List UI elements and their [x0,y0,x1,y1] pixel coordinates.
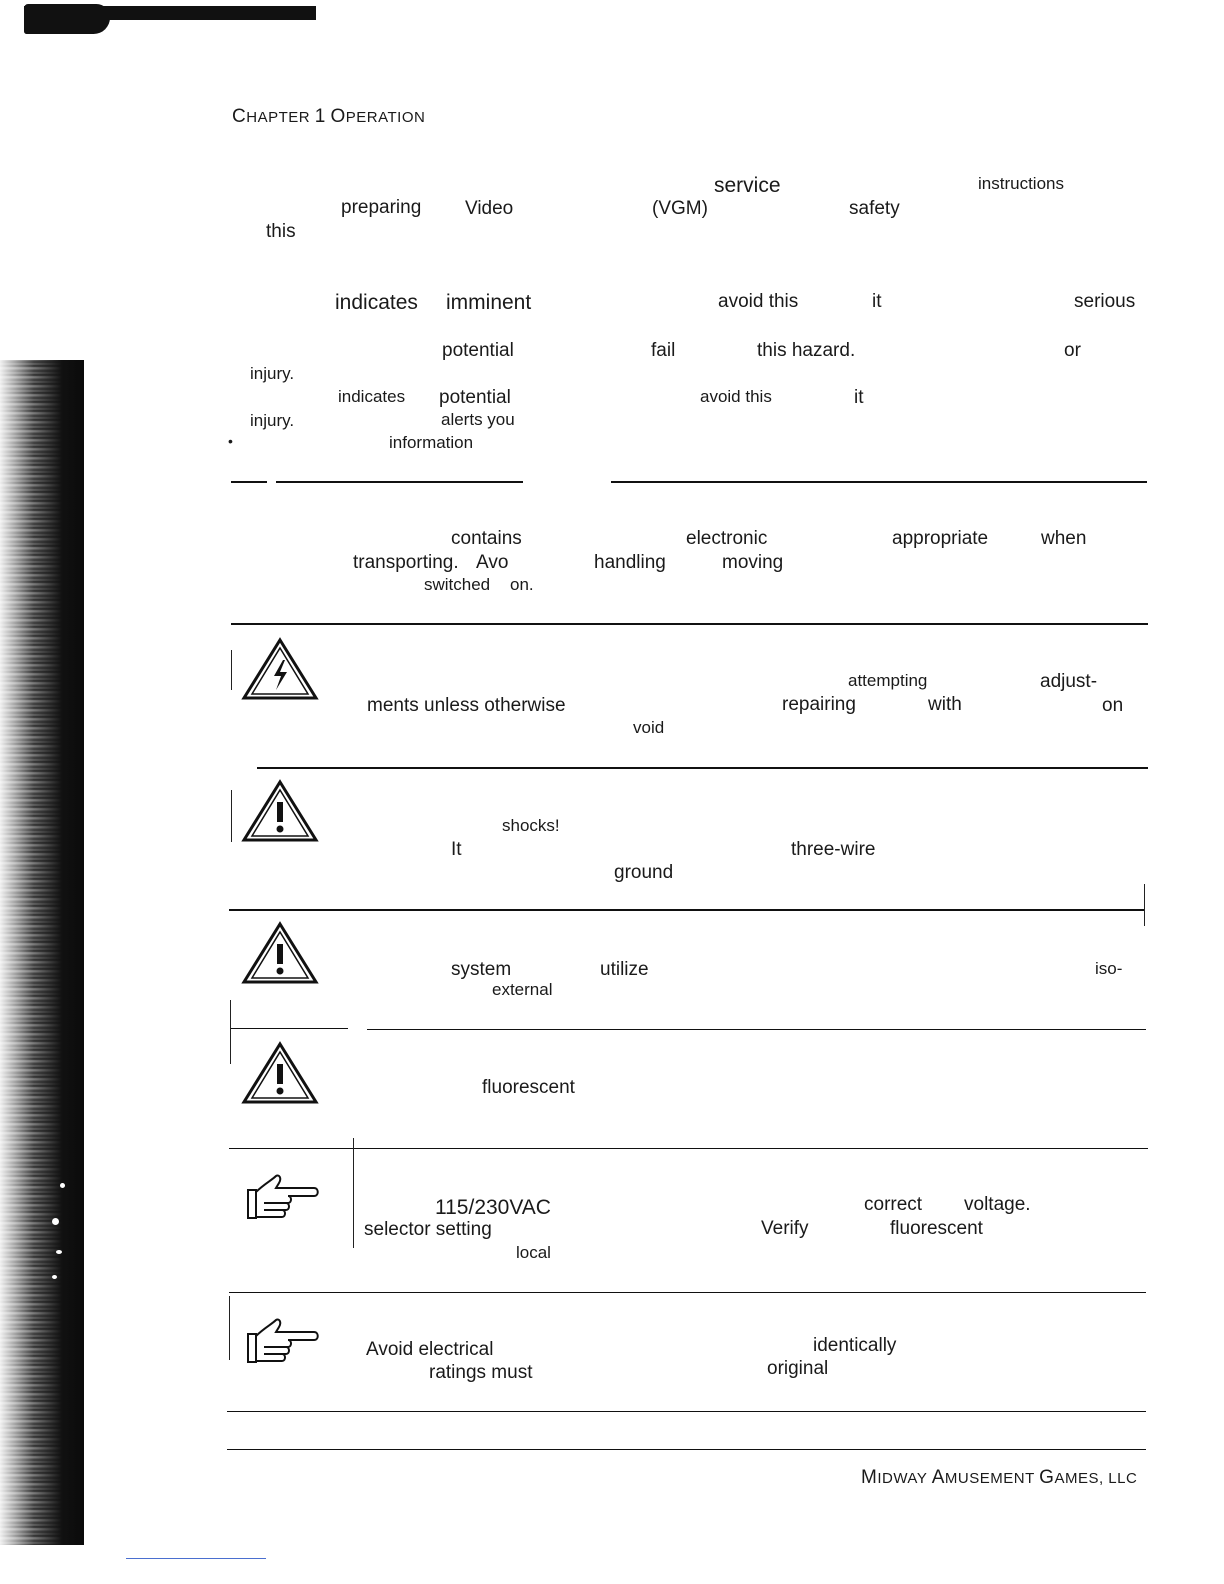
box-rule [231,623,1148,625]
footer-word: AMES, LLC [1054,1470,1138,1487]
note1-word: Verify [761,1218,809,1239]
box3-word: external [492,980,553,999]
intro-word: safety [849,198,900,219]
exclamation-warning-icon [240,1038,320,1110]
electric-shock-warning-icon [240,634,320,706]
esd-word: contains [451,528,522,549]
esd-word: electronic [686,528,768,549]
chapter-title-initial: O [330,106,346,127]
footer-word: MUSEMENT [944,1470,1035,1487]
pointing-hand-icon [242,1164,322,1236]
box2-word: ground [614,862,674,883]
intro-word: (VGM) [652,198,708,219]
esd-word: when [1041,528,1087,549]
chapter-number: 1 [314,106,326,127]
esd-word: moving [722,552,784,573]
warning-word: fail [651,340,676,361]
box-rule [230,1028,348,1029]
note-word: information [389,433,474,452]
warning-word: injury. [250,364,295,383]
footer-initial: M [861,1467,878,1488]
note-bullet: • [228,433,233,449]
box-edge [1144,884,1145,926]
warning-word: potential [442,340,514,361]
note1-word: correct [864,1194,923,1215]
note1-word: local [516,1243,551,1262]
esd-word: on. [510,575,534,594]
caution-word: potential [439,387,511,408]
intro-word: service [714,174,781,197]
note2-word: Avoid electrical [366,1339,494,1360]
box-rule [229,1148,1148,1149]
rule [276,481,523,483]
box2-word: It [451,839,462,860]
box-edge [231,650,232,690]
danger-word: avoid this [718,291,799,312]
footer-initial: A [931,1467,945,1488]
intro-word: preparing [341,197,422,218]
box1-word: repairing [782,694,856,715]
scan-speck [60,1183,65,1188]
note2-word: identically [813,1335,897,1356]
chapter-initial: C [232,106,247,127]
caution-word: avoid this [700,387,772,406]
scan-speck [52,1275,57,1279]
box2-word: three-wire [791,839,876,860]
esd-word: switched [424,575,491,594]
box-edge [231,790,232,842]
rule [227,1411,1146,1412]
warning-word: this hazard. [757,340,856,361]
esd-word: handling [594,552,666,573]
footer-initial: G [1039,1467,1055,1488]
intro-word: Video [465,198,514,219]
box1-word: on [1102,695,1124,716]
exclamation-warning-icon [240,776,320,848]
box-rule [229,909,1144,911]
scan-edge-line [126,1558,266,1559]
box2-word: shocks! [502,816,560,835]
danger-word: it [872,291,882,312]
box4-word: fluorescent [482,1077,575,1098]
intro-word: instructions [978,174,1064,193]
box-edge [230,1000,231,1064]
note1-word: 115/230VAC [435,1196,551,1219]
scan-speck [52,1218,59,1225]
rule [227,1449,1146,1450]
esd-word: transporting. [353,552,459,573]
box-rule [229,1292,1146,1293]
box3-word: utilize [600,959,649,980]
intro-word: this [266,221,296,242]
danger-word: imminent [446,291,532,314]
chapter-heading [232,106,425,128]
box1-word: attempting [848,671,928,690]
caution-word: injury. [250,411,295,430]
chapter-title: PERATION [345,109,426,126]
caution-word: it [854,387,864,408]
scan-binding-edge [0,360,84,1545]
esd-word: appropriate [892,528,989,549]
esd-word: Avo [476,552,509,573]
box3-word: system [451,959,512,980]
header-bar [24,6,316,20]
chapter-word: HAPTER [246,109,311,126]
exclamation-warning-icon [240,918,320,990]
footer-publisher [861,1467,1137,1489]
box-rule [367,1029,1146,1030]
danger-word: serious [1074,291,1136,312]
danger-word: indicates [335,291,418,314]
warning-word: or [1064,340,1081,361]
note2-word: original [767,1358,829,1379]
rule [611,481,1147,483]
rule [231,481,267,483]
box3-word: iso- [1095,959,1123,978]
footer-word: IDWAY [877,1470,928,1487]
scan-speck [56,1250,62,1254]
box1-word: void [633,718,665,737]
box1-word: with [928,694,962,715]
box-rule [257,767,1148,769]
note1-word: voltage. [964,1194,1031,1215]
pointing-hand-icon [242,1308,322,1380]
note2-word: ratings must [429,1362,533,1383]
box1-word: adjust- [1040,671,1098,692]
note1-word: fluorescent [890,1218,983,1239]
box1-word: ments unless otherwise [367,695,566,716]
box-edge [229,1296,230,1360]
caution-word: indicates [338,387,406,406]
caution-word: alerts you [441,410,515,429]
box-edge [353,1138,354,1248]
note1-word: selector setting [364,1219,492,1240]
